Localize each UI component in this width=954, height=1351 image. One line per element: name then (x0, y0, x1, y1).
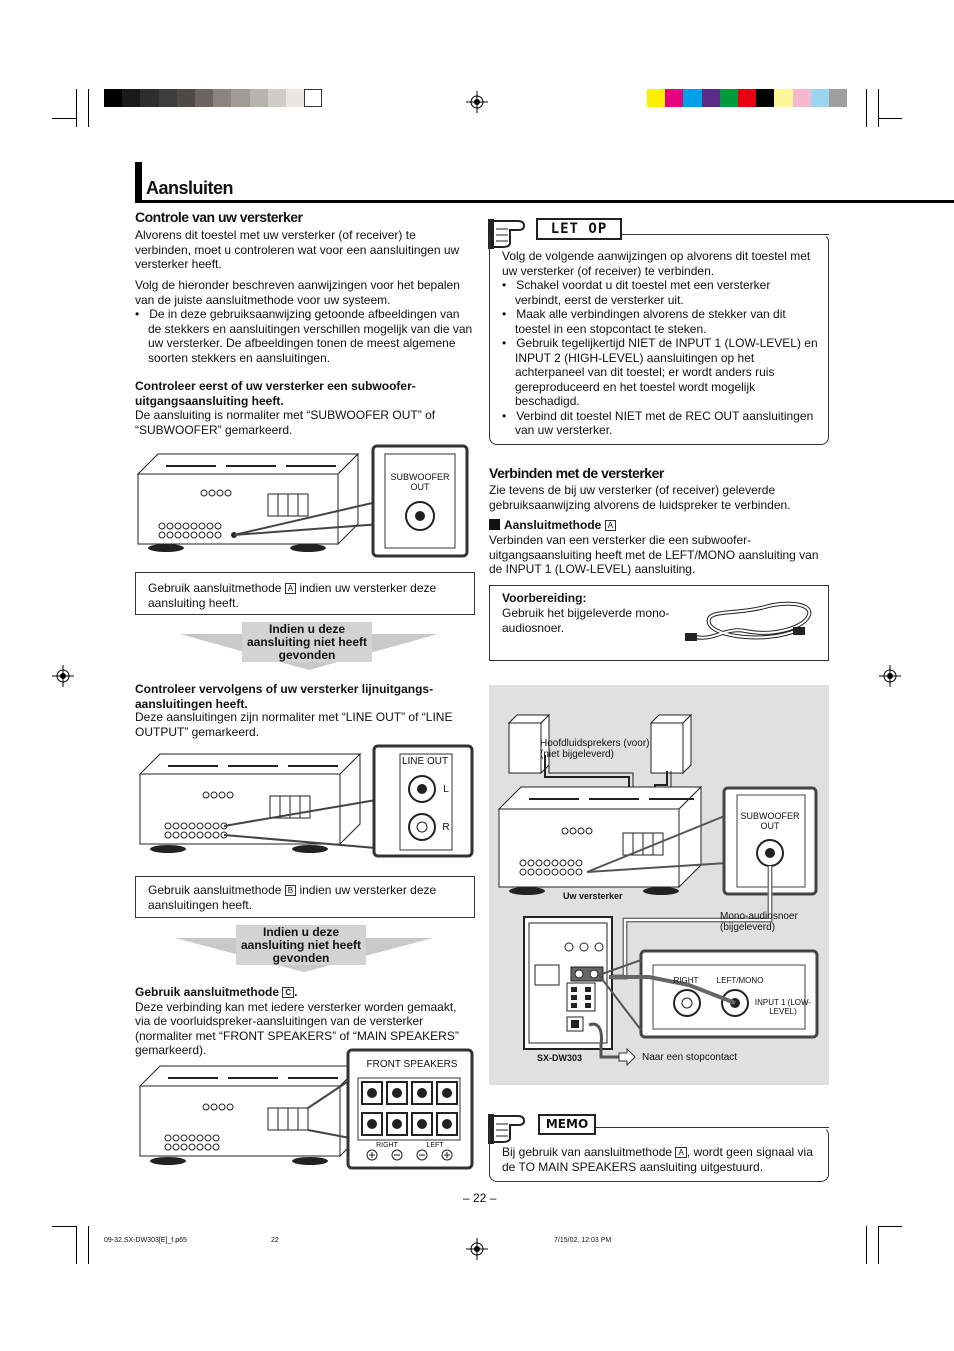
color-swatch (140, 89, 158, 107)
color-swatch (811, 89, 829, 107)
crop-mark (878, 89, 879, 127)
method-key: B (285, 885, 296, 896)
color-swatch (647, 89, 665, 107)
color-swatch (231, 89, 249, 107)
title-bar-marker (135, 162, 142, 202)
connect-heading: Verbinden met de versterker (489, 465, 664, 481)
line-out-l-label: L (443, 784, 449, 795)
crop-mark (88, 89, 89, 127)
page-title: Aansluiten (146, 178, 234, 198)
crop-mark (866, 1226, 867, 1264)
registration-mark-icon (466, 1238, 488, 1260)
color-swatch (195, 89, 213, 107)
diagram-right-label: RIGHT (673, 976, 699, 985)
bullet-note: • De in deze gebruiksaanwijzing getoonde afbeeldingen van de stekkers en aansluitingen verschillen mogelijk van die van uw versterker. De afbeeldingen tonen de meest algemene soorten stekkers en aansluitingen. (135, 307, 473, 365)
preparation-text: Gebruik het bijgeleverde mono-audiosnoer. (502, 606, 670, 635)
speaker-right-label: RIGHT (376, 1142, 398, 1149)
let-op-item: • Schakel voordat u dit toestel met een versterker verbindt, eerst de versterker uit. (502, 278, 771, 307)
let-op-intro: Volg de volgende aanwijzingen op alvorens dit toestel met uw versterker (of receiver) te verbinden. (502, 249, 811, 278)
footer-page: 22 (271, 1237, 279, 1244)
color-swatch (720, 89, 738, 107)
check2-heading: Controleer vervolgens of uw versterker lijnuitgangs-aansluitingen heeft. (135, 682, 434, 711)
registration-mark-icon (466, 91, 488, 113)
color-swatch (213, 89, 231, 107)
color-swatch (756, 89, 774, 107)
check1-text: De aansluiting is normaliter met “SUBWOOFER OUT” of “SUBWOOFER” gemarkeerd. (135, 408, 436, 437)
section-heading-check: Controle van uw versterker (135, 209, 303, 225)
method-a-heading: Aansluitmethode A (489, 518, 689, 533)
not-found-label-2: Indien u deze aansluiting niet heeft gevonden (236, 925, 366, 965)
color-swatch (829, 89, 847, 107)
let-op-label: LET OP (536, 218, 622, 240)
intro-text: Alvorens dit toestel met uw versterker (of receiver) te verbinden, moet u controleren wat voor een aansluitingen uw versterker heeft. (135, 228, 460, 271)
memo-label: MEMO (538, 1114, 596, 1135)
crop-mark (76, 1226, 77, 1264)
crop-mark (866, 89, 867, 127)
title-rule (135, 200, 954, 203)
bullet-note-text: De in deze gebruiksaanwijzing getoonde afbeeldingen van de stekkers en aansluitingen verschillen mogelijk van die van uw versterker. De afbeeldingen tonen de meest algemene soorten stekkers en aansluitingen. (148, 307, 473, 365)
diagram-amplifier-label: Uw versterker (563, 891, 623, 901)
color-swatch (177, 89, 195, 107)
color-swatch (304, 89, 322, 107)
method-c-text: Gebruik aansluitmethode C . Deze verbinding kan met iedere versterker worden gemaakt, via de voorluidspreker-aansluitingen van de versterker (normaliter met “FRONT SPEAKERS” of “MAIN SPEAKERS” gemarkeerd). (135, 985, 459, 1057)
square-bullet-icon (489, 519, 500, 530)
color-swatch (774, 89, 792, 107)
method-key: C (282, 987, 294, 998)
method-b-text: Gebruik aansluitmethode B indien uw versterker deze aansluitingen heeft. (148, 883, 437, 912)
amplifier-subwoofer-out-illustration (136, 446, 471, 558)
diagram-model-label: SX-DW303 (537, 1053, 583, 1063)
diagram-cord-label: Mono-audiosnoer (bijgeleverd) (720, 911, 798, 933)
color-swatch (268, 89, 286, 107)
diagram-speakers-label: Hoofdluidsprekers (voor) (niet bijgeleverd) (540, 738, 650, 760)
color-swatch (738, 89, 756, 107)
intro-text-2: Volg de hieronder beschreven aanwijzingen voor het bepalen van de juiste aansluitmethode voor uw systeem. (135, 278, 460, 307)
memo-box-top (596, 1127, 829, 1128)
let-op-box-top (622, 234, 829, 235)
crop-mark (878, 1226, 879, 1264)
subwoofer-out-label: SUBWOOFER OUT (390, 472, 450, 492)
method-key: A (675, 1147, 686, 1158)
color-swatch (159, 89, 177, 107)
crop-mark (88, 1226, 89, 1264)
color-swatch (250, 89, 268, 107)
line-out-r-label: R (442, 822, 450, 833)
method-key: A (285, 583, 296, 594)
check1-heading: Controleer eerst of uw versterker een subwoofer-uitgangsaansluiting heeft. (135, 379, 416, 408)
registration-mark-icon (879, 665, 901, 687)
memo-text: Bij gebruik van aansluitmethode A , wordt geen signaal via de TO MAIN SPEAKERS aansluiting uitgestuurd. (502, 1145, 813, 1174)
registration-mark-icon (52, 665, 74, 687)
footer-date: 7/15/02, 12:03 PM (554, 1237, 612, 1244)
let-op-item: • Maak alle verbindingen alvorens de stekker van dit toestel in een stopcontact te steken. (502, 307, 786, 336)
diagram-left-mono-label: LEFT/MONO (716, 976, 764, 985)
crop-mark (76, 89, 77, 127)
let-op-item: • Gebruik tegelijkertijd NIET de INPUT 1 (LOW-LEVEL) en INPUT 2 (HIGH-LEVEL) aansluitingen op het achterpaneel van dit toestel; er wordt anders ruis gereproduceerd en het toestel wordt mogelijk beschadigd. (502, 336, 818, 408)
speaker-left-label: LEFT (426, 1142, 444, 1149)
front-speakers-label: FRONT SPEAKERS (366, 1059, 458, 1070)
let-op-item: • Verbind dit toestel NIET met de REC OUT aansluitingen van uw versterker. (502, 408, 814, 437)
preparation-heading: Voorbereiding: (502, 591, 587, 605)
color-swatch (104, 89, 122, 107)
not-found-label-1: Indien u deze aansluiting niet heeft gevonden (242, 622, 372, 662)
diagram-subwoofer-out-label: SUBWOOFER OUT (740, 811, 800, 831)
color-swatch (683, 89, 701, 107)
let-op-list (502, 278, 818, 438)
method-key: A (605, 520, 616, 531)
method-a-text: Gebruik aansluitmethode A indien uw versterker deze aansluiting heeft. (148, 581, 437, 610)
line-out-label: LINE OUT (401, 756, 449, 767)
color-swatch (286, 89, 304, 107)
crop-mark (878, 118, 902, 119)
footer-file: 09-32.SX-DW303[E]_f.p65 (104, 1237, 187, 1244)
diagram-input1-label: INPUT 1 (LOW-LEVEL) (754, 998, 812, 1016)
method-a-description: Verbinden van een versterker die een subwoofer-uitgangsaansluiting heeft met de LEFT/MONO aansluiting van de INPUT 1 (LOW-LEVEL) aansluiting. (489, 533, 819, 576)
crop-mark (878, 1226, 902, 1227)
page-number: – 22 – (463, 1191, 497, 1205)
color-swatch (793, 89, 811, 107)
color-swatch (122, 89, 140, 107)
color-swatch (702, 89, 720, 107)
diagram-outlet-label: Naar een stopcontact (642, 1052, 738, 1063)
connect-text: Zie tevens de bij uw versterker (of receiver) geleverde gebruiksaanwijzing alvorens de luidspreker te verbinden. (489, 483, 791, 512)
crop-mark (52, 118, 76, 119)
check2-text: Deze aansluitingen zijn normaliter met “LINE OUT” of “LINE OUTPUT” gemarkeerd. (135, 710, 453, 739)
mono-audio-cord-icon (685, 597, 815, 649)
crop-mark (52, 1226, 76, 1227)
color-swatch (665, 89, 683, 107)
